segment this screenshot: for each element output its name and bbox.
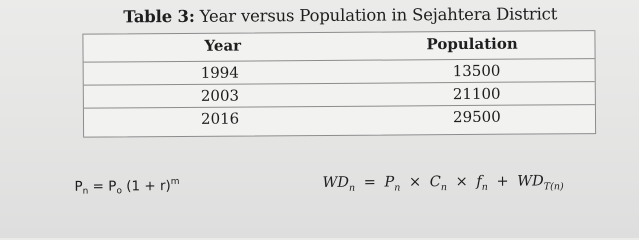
formula-wdtn: WD <box>517 173 544 190</box>
formula-p0-sub: o <box>116 186 122 197</box>
formula-fn-sub: n <box>481 181 488 193</box>
cell-year: 2003 <box>200 86 240 105</box>
cell-year: 1994 <box>200 63 239 82</box>
table-row <box>84 105 595 132</box>
cell-population: 29500 <box>452 107 501 127</box>
formula-wdn: WD <box>322 174 350 191</box>
formula-cn: C <box>429 174 441 191</box>
formula-times: × <box>408 174 422 191</box>
formula-pn: P <box>384 174 395 191</box>
formula-pn: P <box>74 178 83 195</box>
formula-exponent: m <box>170 176 180 188</box>
population-table <box>82 30 596 138</box>
formula-wdtn-sub: T(n) <box>543 181 564 193</box>
caption-text: Year versus Population in Sejahtera District <box>199 4 558 26</box>
caption-label: Table 3: <box>123 6 195 27</box>
formula-p0: P <box>108 178 117 195</box>
formula-equals: = <box>363 174 376 191</box>
cell-population: 13500 <box>452 61 501 81</box>
cell-year: 2016 <box>200 109 240 128</box>
formula-times: × <box>455 173 468 191</box>
cell-population: 21100 <box>452 84 501 104</box>
table-caption <box>123 4 583 26</box>
formula-growth-factor: (1 + r) <box>126 178 171 195</box>
water-demand-formula <box>322 173 563 194</box>
formula-pn-sub: n <box>394 182 401 194</box>
header-year: Year <box>204 36 242 55</box>
table-header-row <box>83 31 594 63</box>
formula-fn: f <box>476 173 482 190</box>
header-population: Population <box>426 34 518 54</box>
formula-equals: = <box>92 178 105 195</box>
formula-plus: + <box>496 173 509 190</box>
population-growth-formula <box>74 177 179 197</box>
formula-cn-sub: n <box>440 182 448 194</box>
formula-pn-sub: n <box>82 186 89 197</box>
formula-wdn-sub: n <box>348 182 356 194</box>
